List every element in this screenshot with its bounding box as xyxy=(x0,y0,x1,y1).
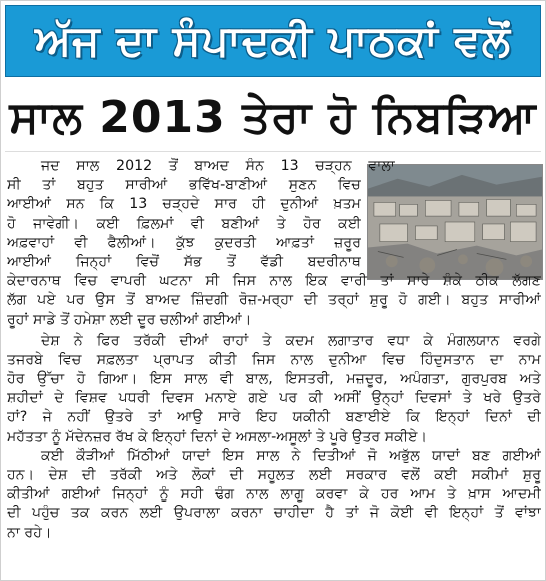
article-line: ਕਈ ਕੌੜੀਆਂ ਮਿੱਠੀਆਂ ਯਾਦਾਂ ਇਸ ਸਾਲ ਨੇ ਦਿਤੀਆਂ ਜੋ ਅਭੁੱਲ ਯਾਦਾਂ ਬਣ ਗਈਆਂ xyxy=(41,447,541,464)
article-line: ਦੀ ਪਹੁੰਚ ਤਕ ਕਰਨ ਲਈ ਉਪਰਾਲਾ ਕਰਨਾ ਚਾਹੀਦਾ ਹੈ ਤਾਂ ਜੋ ਕੋਈ ਵੀ ਇਨ੍ਹਾਂ ਤੋਂ ਵਾਂਝਾ xyxy=(7,505,541,522)
section-banner xyxy=(5,5,541,77)
article-line: ਜਦ ਸਾਲ 2012 ਤੋਂ ਬਾਅਦ ਸੰਨ 13 ਚੜ੍ਹਨ ਵਾਲਾ xyxy=(41,158,395,174)
article-body xyxy=(7,157,541,543)
article-headline xyxy=(5,83,541,152)
article-line: ਹਾਂ? ਜੇ ਨਹੀਂ ਉਤਰੇ ਤਾਂ ਆਉ ਸਾਰੇ ਇਹ ਯਕੀਨੀ ਬਣਾਈਏ ਕਿ ਇਨ੍ਹਾਂ ਦਿਨਾਂ ਦੀ xyxy=(7,409,541,426)
article-line: ਹਨ। ਦੇਸ਼ ਦੀ ਤਰੱਕੀ ਅਤੇ ਲੋਕਾਂ ਦੀ ਸਹੂਲਤ ਲਈ ਸਰਕਾਰ ਵਲੋਂ ਕਈ ਸਕੀਮਾਂ ਸ਼ੁਰੂ xyxy=(7,467,541,483)
article-line: ਆਈਆਂ ਜਿਨ੍ਹਾਂ ਵਿਚੋਂ ਸੱਭ ਤੋਂ ਵੱਡੀ ਬਦਰੀਨਾਥ xyxy=(7,253,361,270)
headline-text: ਸਾਲ 2013 ਤੇਰਾ ਹੋ ਨਿਬੜਿਆ xyxy=(9,91,537,143)
article-line: ਰੂਹਾਂ ਸਾਡੇ ਤੋਂ ਹਮੇਸ਼ਾ ਲਈ ਦੂਰ ਚਲੀਆਂ ਗਈਆਂ। xyxy=(7,311,252,328)
article-line: ਦੇਸ਼ ਨੇ ਫਿਰ ਤਰੱਕੀ ਦੀਆਂ ਰਾਹਾਂ ਤੇ ਕਦਮ ਲਗਾਤਾਰ ਵਧਾ ਕੇ ਮੰਗਲਯਾਨ ਵਰਗੇ xyxy=(41,332,541,349)
article-line: ਲੱਗ ਪਏ ਪਰ ਉਸ ਤੋਂ ਬਾਅਦ ਜ਼ਿੰਦਗੀ ਰੋਜ਼-ਮਰ੍ਹਾ ਦੀ ਤਰ੍ਹਾਂ ਸ਼ੁਰੂ ਹੋ ਗਈ। ਬਹੁਤ ਸਾਰੀਆਂ xyxy=(7,292,541,309)
article-line: ਆਈਆਂ ਸਨ ਕਿ 13 ਚੜ੍ਹਦੇ ਸਾਰ ਹੀ ਦੁਨੀਆਂ ਖ਼ਤਮ xyxy=(7,196,361,213)
article-line: ਅਫ਼ਵਾਹਾਂ ਵੀ ਫੈਲੀਆਂ। ਕੁੱਝ ਕੁਦਰਤੀ ਆਫ਼ਤਾਂ ਜ਼ਰੂਰ xyxy=(7,234,361,251)
article-line: ਸ਼ਹੀਦਾਂ ਦੇ ਵਿਸ਼ਵ ਪਧਰੀ ਦਿਵਸ ਮਨਾਏ ਗਏ ਪਰ ਕੀ ਅਸੀਂ ਉਨ੍ਹਾਂ ਦਿਵਸਾਂ ਤੇ ਖਰੇ ਉਤਰੇ xyxy=(7,390,541,407)
article-line: ਨਾ ਰਹੇ। xyxy=(7,524,52,541)
article-line: ਮਹੱਤਤਾ ਨੂੰ ਮੱਦੇਨਜ਼ਰ ਰੱਖ ਕੇ ਇਨ੍ਹਾਂ ਦਿਨਾਂ ਦੇ ਅਸਲਾ-ਅਸੂਲਾਂ ਤੇ ਪੂਰੇ ਉਤਰ ਸਕੀਏ। xyxy=(7,428,428,445)
article-line: ਤਜਰਬੇ ਵਿਚ ਸਫ਼ਲਤਾ ਪ੍ਰਾਪਤ ਕੀਤੀ ਜਿਸ ਨਾਲ ਦੁਨੀਆ ਵਿਚ ਹਿੰਦੁਸਤਾਨ ਦਾ ਨਾਮ xyxy=(7,351,541,368)
article-line: ਹੋ ਜਾਵੇਗੀ। ਕਈ ਫ਼ਿਲਮਾਂ ਵੀ ਬਣੀਆਂ ਤੇ ਹੋਰ ਕਈ xyxy=(7,215,361,232)
article-line: ਹੋਰ ਉੱਚਾ ਹੋ ਗਿਆ। ਇਸ ਸਾਲ ਵੀ ਬਾਲ, ਇਸਤਰੀ, ਮਜ਼ਦੂਰ, ਅਪੰਗਤਾ, ਗੁਰਪੁਰਬ ਅਤੇ xyxy=(7,371,541,388)
article-line: ਕੀਤੀਆਂ ਗਈਆਂ ਜਿਨ੍ਹਾਂ ਨੂੰ ਸਹੀ ਢੰਗ ਨਾਲ ਲਾਗੂ ਕਰਵਾ ਕੇ ਹਰ ਆਮ ਤੇ ਖ਼ਾਸ ਆਦਮੀ xyxy=(7,486,541,503)
article-line: ਕੇਦਾਰਨਾਥ ਵਿਚ ਵਾਪਰੀ ਘਟਨਾ ਸੀ ਜਿਸ ਨਾਲ ਇਕ ਵਾਰੀ ਤਾਂ ਸਾਰੇ ਸ਼ੰਕੇ ਠੀਕ ਲੱਗਣ xyxy=(7,273,541,290)
article-line: ਸੀ ਤਾਂ ਬਹੁਤ ਸਾਰੀਆਂ ਭਵਿੱਖ-ਬਾਣੀਆਂ ਸੁਣਨ ਵਿਚ xyxy=(7,177,361,194)
section-banner-title: ਅੱਜ ਦਾ ਸੰਪਾਦਕੀ ਪਾਠਕਾਂ ਵਲੋਂ xyxy=(35,16,511,65)
